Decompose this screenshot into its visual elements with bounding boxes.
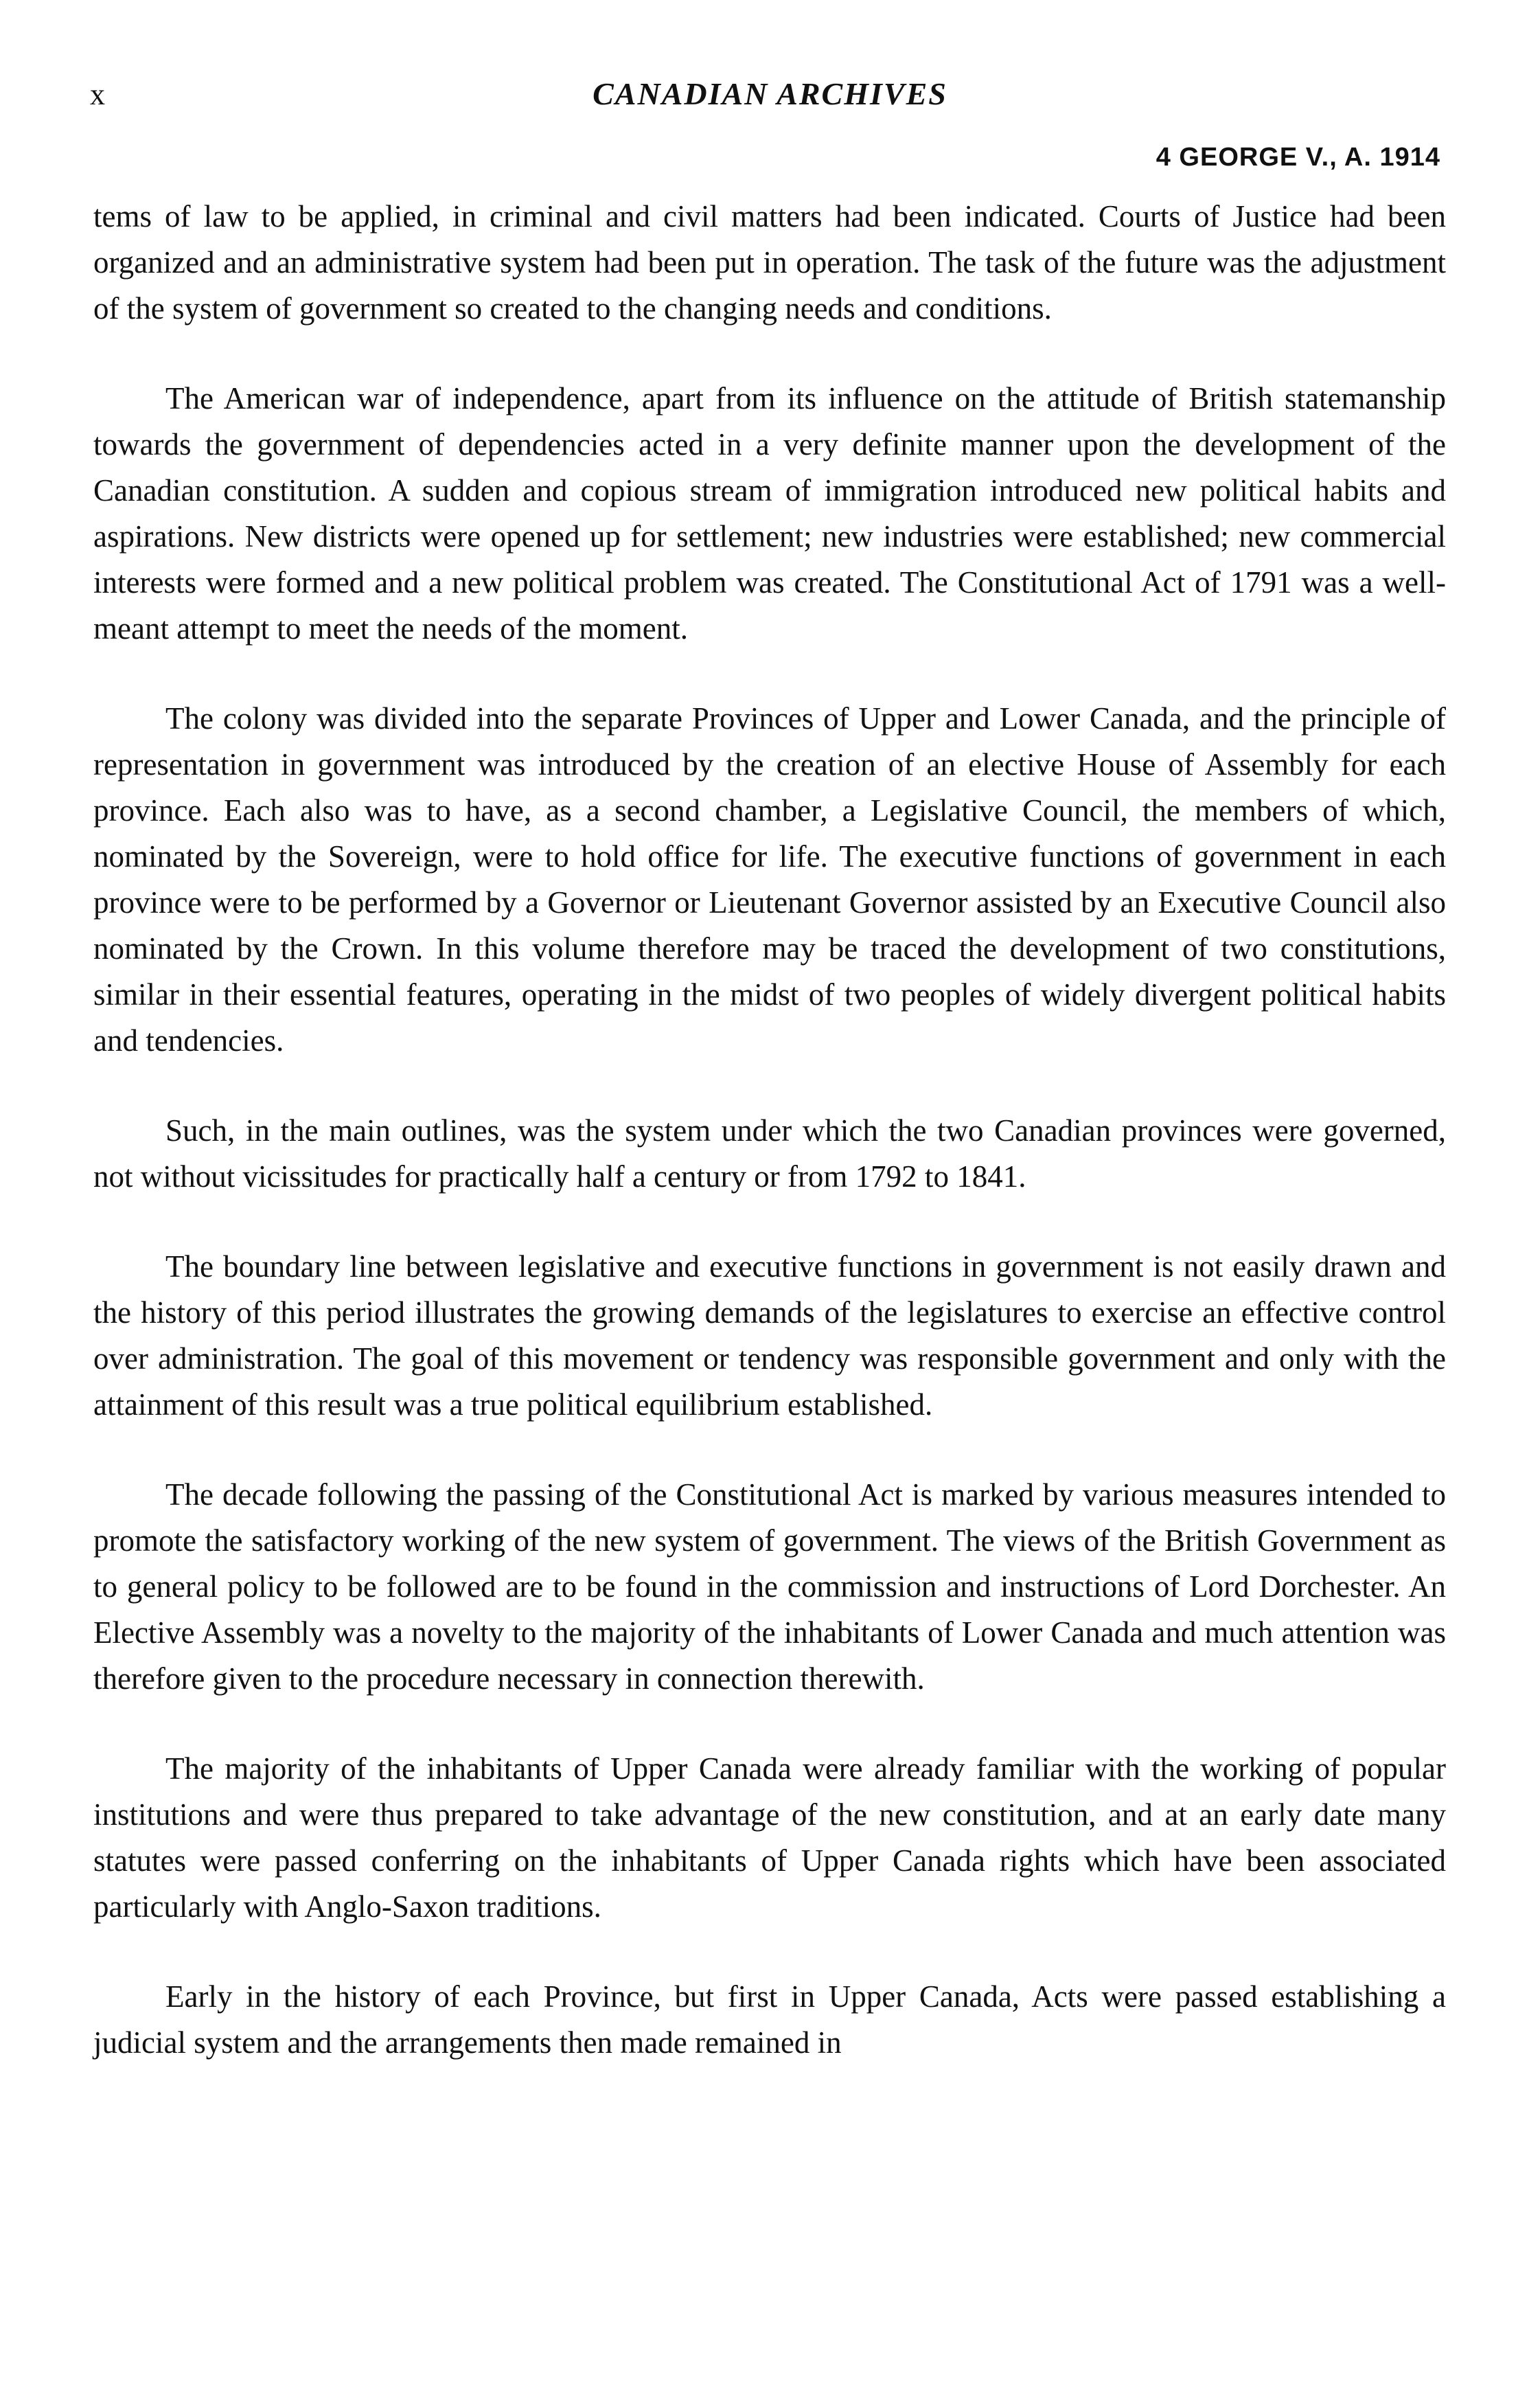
paragraph: The majority of the inhabitants of Upper Canada were already familiar with the working of popular institutions and were thus prepared to take advantage of the new constitution, and at an early date many statutes were passed conferring on the inhabitants of Upper Canada rights which have been associated particularly with Anglo-Saxon traditions. (93, 1751, 1446, 1924)
paragraph: tems of law to be applied, in criminal and civil matters had been indicated. Courts of Justice had been organized and an administrative system had been put in operation. The task of the future was the adjustment of the system of government so created to the changing needs and conditions. (93, 199, 1446, 326)
paragraph: The boundary line between legislative and executive functions in government is not easily drawn and the history of this period illustrates the growing demands of the legislatures to exercise an effective control over administration. The goal of this movement or tendency was responsible government and only with the attainment of this result was a true political equilibrium established. (93, 1249, 1446, 1422)
paragraph: Such, in the main outlines, was the system under which the two Canadian provinces were governed, not without vicissitudes for practically half a century or from 1792 to 1841. (93, 1113, 1446, 1194)
paragraph: The American war of independence, apart from its influence on the attitude of British statemanship towards the government of dependencies acted in a very definite manner upon the development of the Canadian constitution. A sudden and copious stream of immigration introduced new political habits and aspirations. New districts were opened up for settlement; new industries were established; new commercial interests were formed and a new political problem was created. The Constitutional Act of 1791 was a well-meant attempt to meet the needs of the moment. (93, 381, 1446, 646)
page-number: x (90, 78, 105, 111)
session-label: 4 GEORGE V., A. 1914 (1156, 143, 1440, 172)
body-text (93, 194, 1446, 2110)
running-title: CANADIAN ARCHIVES (593, 76, 947, 111)
paragraph: The colony was divided into the separate Provinces of Upper and Lower Canada, and the principle of representation in government was introduced by the creation of an elective House of Assembly for each province. Each also was to have, as a second chamber, a Legislative Council, the members of which, nominated by the Sovereign, were to hold office for life. The executive functions of government in each province were to be performed by a Governor or Lieutenant Governor assisted by an Executive Council also nominated by the Crown. In this volume therefore may be traced the development of two constitutions, similar in their essential features, operating in the midst of two peoples of widely divergent political habits and tendencies. (93, 701, 1446, 1058)
paragraph: Early in the history of each Province, but first in Upper Canada, Acts were passed establishing a judicial system and the arrangements then made remained in (93, 1979, 1446, 2060)
paragraph: The decade following the passing of the Constitutional Act is marked by various measures intended to promote the satisfactory working of the new system of government. The views of the British Government as to general policy to be followed are to be found in the commission and instructions of Lord Dorchester. An Elective Assembly was a novelty to the majority of the inhabitants of Lower Canada and much attention was therefore given to the procedure necessary in connection therewith. (93, 1477, 1446, 1696)
